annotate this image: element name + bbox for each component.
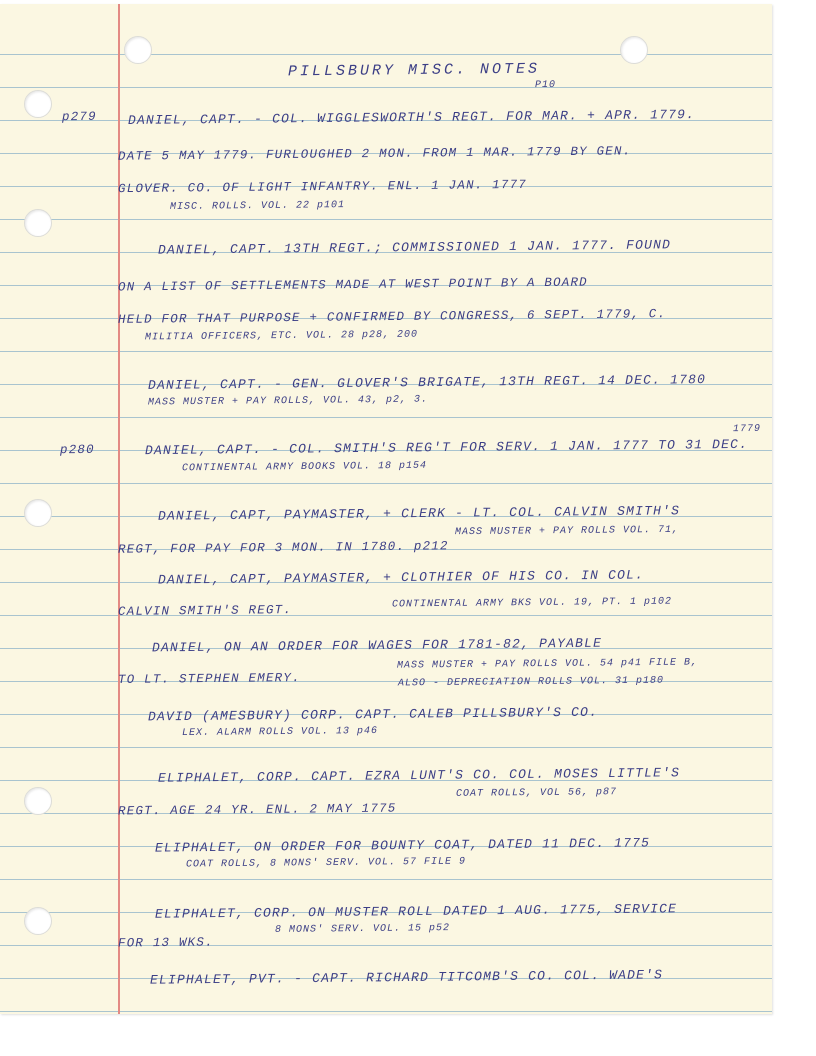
entry-line: DANIEL, CAPT, PAYMASTER, + CLOTHIER OF HIS CO. IN COL. — [157, 567, 645, 588]
page-number: P10 — [534, 79, 557, 92]
entry-line: ELIPHALET, ON ORDER FOR BOUNTY COAT, DATED 11 DEC. 1775 — [154, 835, 651, 856]
page-title: PILLSBURY MISC. NOTES — [287, 60, 541, 81]
binder-hole-top-right — [620, 36, 648, 64]
entry-line: DANIEL, CAPT. - GEN. GLOVER'S BRIGATE, 13TH REGT. 14 DEC. 1780 — [147, 372, 707, 393]
entry-source: MASS MUSTER + PAY ROLLS VOL. 54 p41 FILE B, — [396, 657, 699, 672]
entry-line: CALVIN SMITH'S REGT. — [117, 603, 293, 619]
entry-line: DANIEL, CAPT. 13TH REGT.; COMMISSIONED 1 JAN. 1777. FOUND — [157, 237, 672, 258]
entry-line: DANIEL, CAPT, PAYMASTER, + CLERK - LT. COL. CALVIN SMITH'S — [157, 503, 681, 524]
entry-source: CONTINENTAL ARMY BOOKS VOL. 18 p154 — [181, 460, 428, 475]
entry-source: MILITIA OFFICERS, ETC. VOL. 28 p28, 200 — [144, 329, 419, 344]
entry-source: MISC. ROLLS. VOL. 22 p101 — [169, 200, 346, 213]
entry-line: DANIEL, ON AN ORDER FOR WAGES FOR 1781-82, PAYABLE — [151, 635, 603, 656]
entry-source: COAT ROLLS, VOL 56, p87 — [455, 787, 618, 800]
entry-source: MASS MUSTER + PAY ROLLS VOL. 71, — [454, 524, 680, 539]
binder-hole — [24, 787, 52, 815]
binder-hole-top-left — [124, 36, 152, 64]
entry-source: MASS MUSTER + PAY ROLLS, VOL. 43, p2, 3. — [147, 394, 429, 409]
entry-line: DATE 5 MAY 1779. FURLOUGHED 2 MON. FROM 1 MAR. 1779 BY GEN. — [117, 144, 632, 164]
entry-line: TO LT. STEPHEN EMERY. — [117, 671, 301, 687]
entry-line: ELIPHALET, CORP. ON MUSTER ROLL DATED 1 AUG. 1775, SERVICE — [154, 901, 678, 922]
entry-line: ON A LIST OF SETTLEMENTS MADE AT WEST POINT BY A BOARD — [117, 275, 588, 295]
binder-hole — [24, 209, 52, 237]
entry-line: DAVID (AMESBURY) CORP. CAPT. CALEB PILLSBURY'S CO. — [147, 704, 599, 725]
entry-line: DANIEL, CAPT. - COL. SMITH'S REG'T FOR SERV. 1 JAN. 1777 TO 31 DEC. — [144, 436, 749, 459]
entry-line: HELD FOR THAT PURPOSE + CONFIRMED BY CONGRESS, 6 SEPT. 1779, C. — [117, 307, 667, 327]
entry-line: GLOVER. CO. OF LIGHT INFANTRY. ENL. 1 JAN. 1777 — [117, 177, 528, 197]
binder-hole — [24, 499, 52, 527]
entry-source: COAT ROLLS, 8 MONS' SERV. VOL. 57 FILE 9 — [185, 856, 467, 871]
binder-hole — [24, 907, 52, 935]
entry-line: ELIPHALET, CORP. CAPT. EZRA LUNT'S CO. COL. MOSES LITTLE'S — [157, 765, 681, 786]
entry-line: REGT. AGE 24 YR. ENL. 2 MAY 1775 — [117, 801, 397, 819]
entry-line: FOR 13 WKS. — [117, 935, 214, 951]
entry-source: LEX. ALARM ROLLS VOL. 13 p46 — [181, 725, 379, 740]
entry-line: DANIEL, CAPT. - COL. WIGGLESWORTH'S REGT. FOR MAR. + APR. 1779. — [127, 107, 696, 128]
entry-line: ELIPHALET, PVT. - CAPT. RICHARD TITCOMB'S CO. COL. WADE'S — [149, 967, 664, 988]
margin-page-ref: p280 — [59, 442, 95, 458]
entry-source: ALSO - DEPRECIATION ROLLS VOL. 31 p180 — [397, 675, 665, 690]
entry-line: REGT, FOR PAY FOR 3 MON. IN 1780. p212 — [117, 539, 449, 557]
entry-source: 8 MONS' SERV. VOL. 15 p52 — [274, 923, 451, 936]
margin-page-ref: p279 — [61, 109, 97, 125]
entry-superscript: 1779 — [732, 423, 762, 436]
binder-hole — [24, 90, 52, 118]
entry-source: CONTINENTAL ARMY BKS VOL. 19, PT. 1 p102 — [391, 596, 673, 611]
